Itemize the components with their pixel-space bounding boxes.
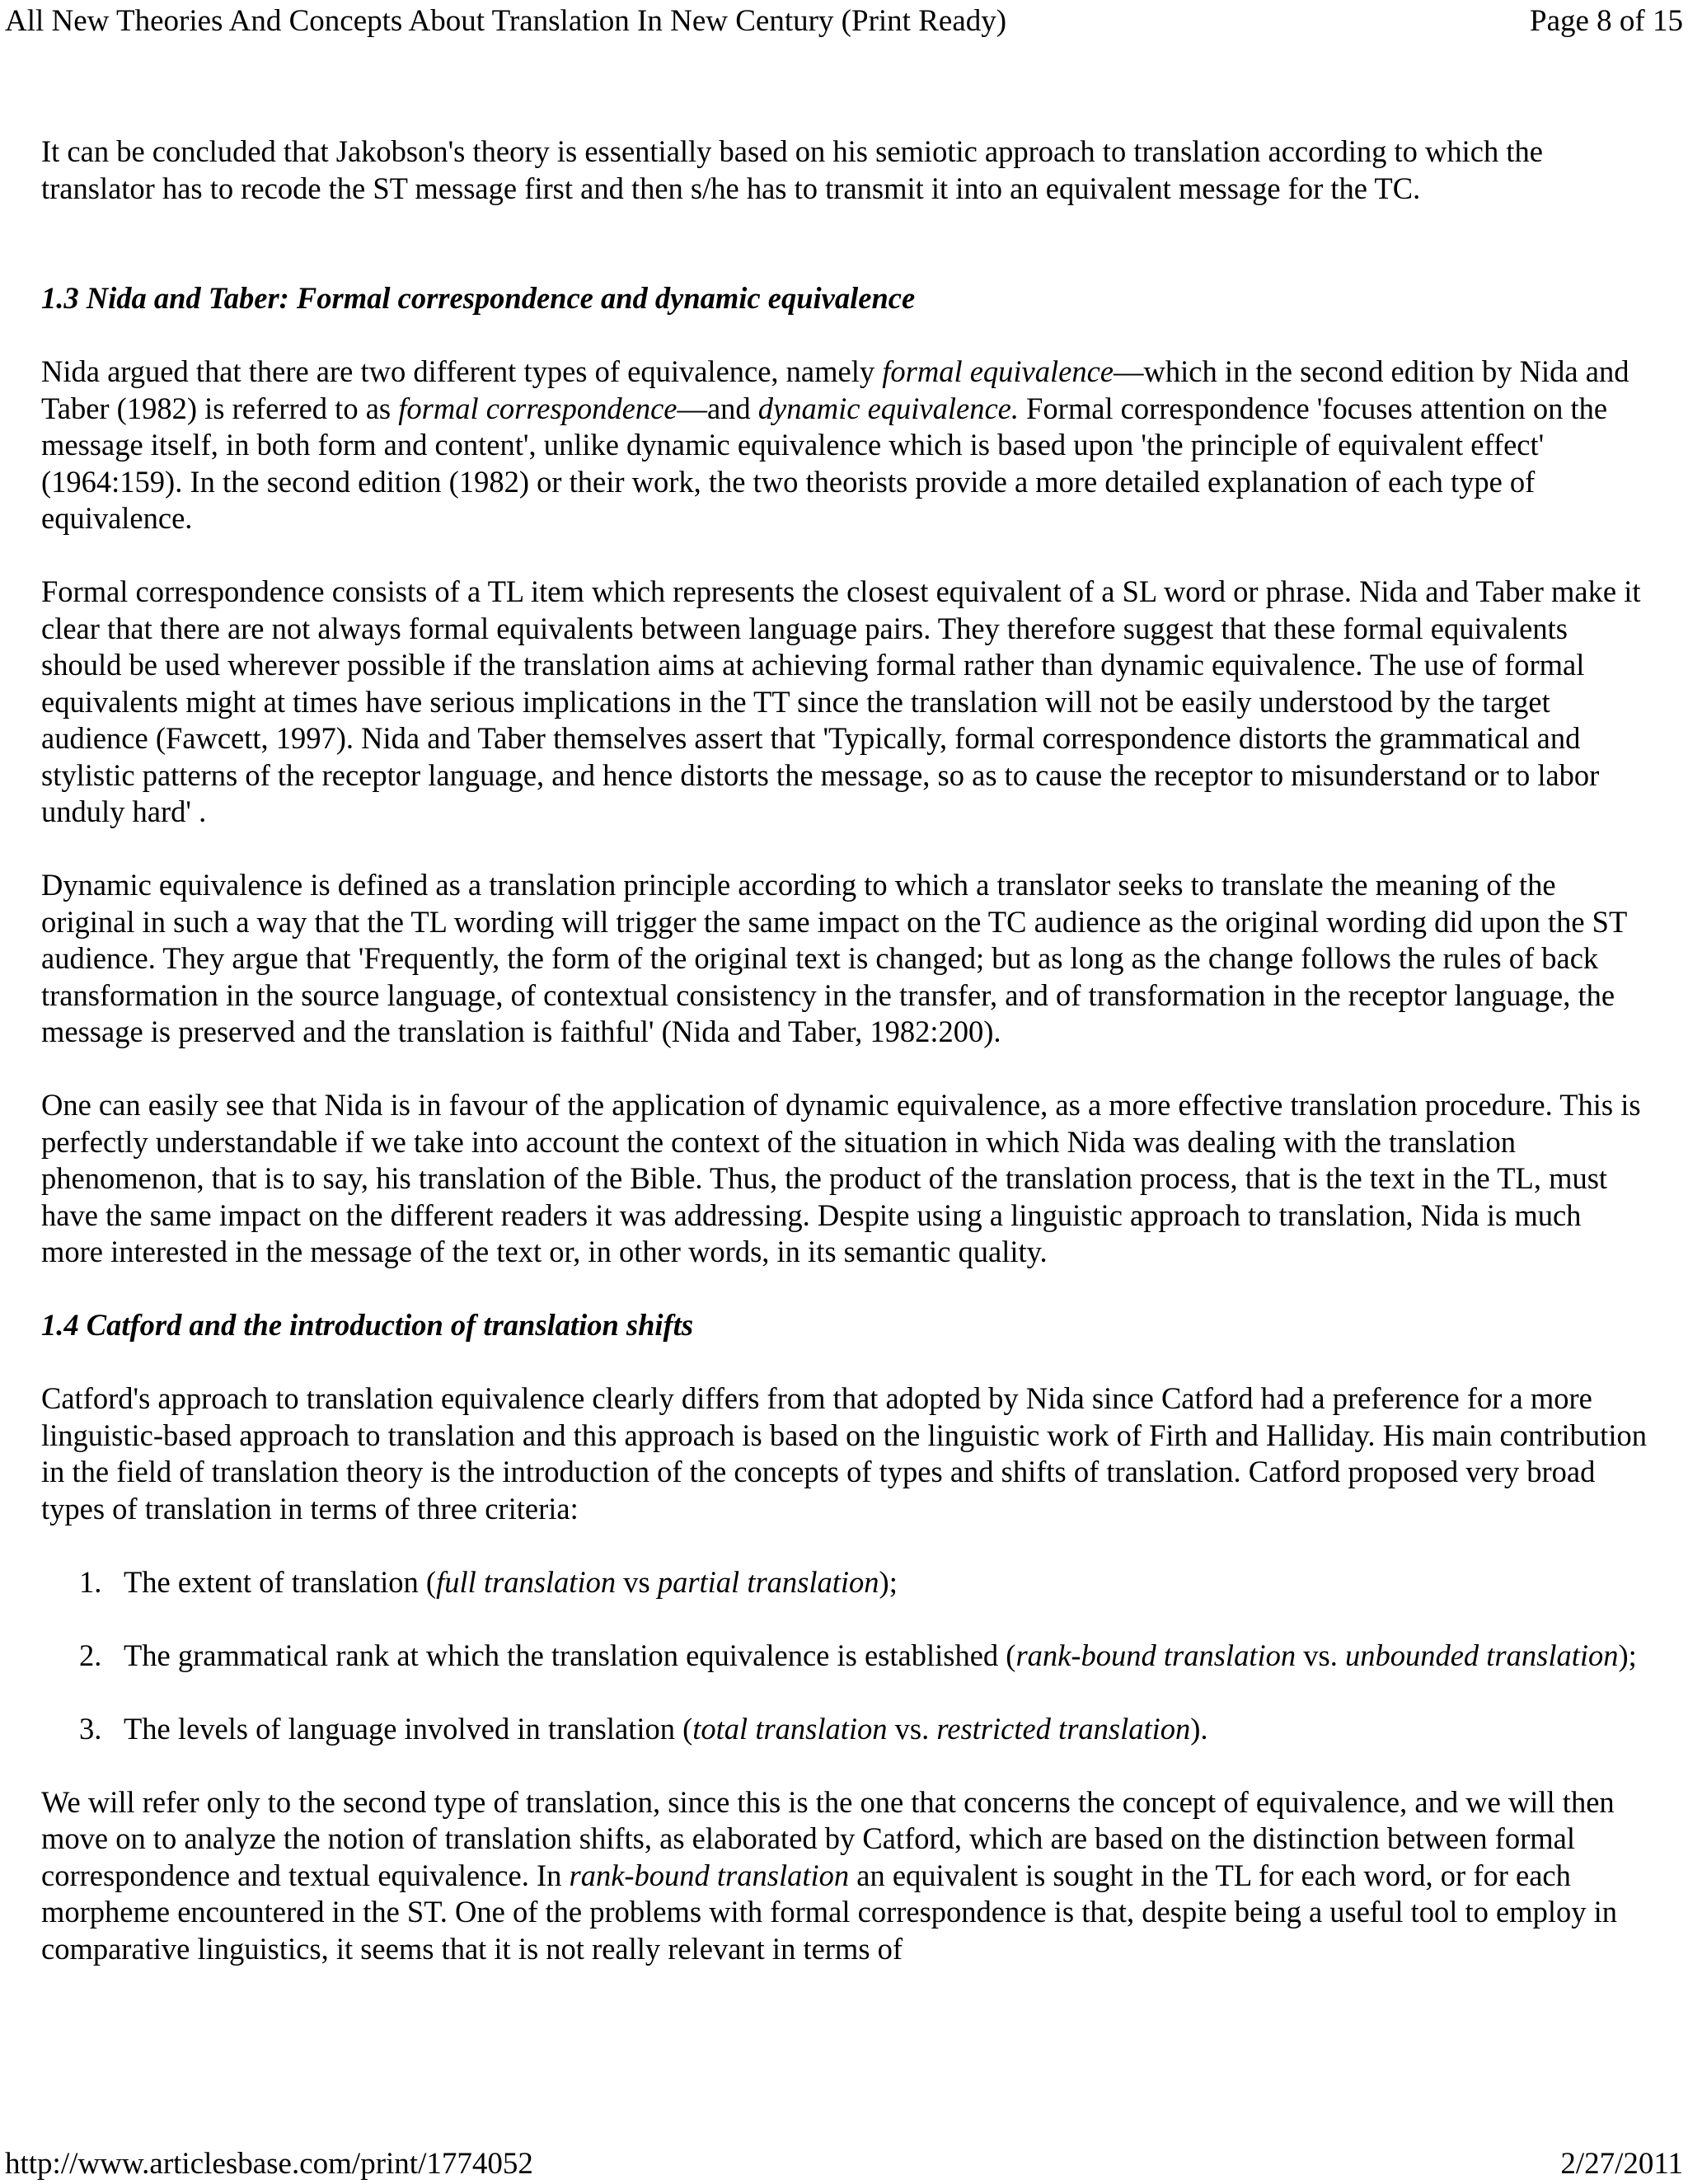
list-number: 3. [79,1711,102,1746]
list-item [79,1638,1648,1675]
text-span: ); [1618,1638,1637,1672]
section-heading-1-4: 1.4 Catford and the introduction of translation shifts [41,1308,694,1342]
text-span: —which in the second edition by Nida and Taber (1982) is referred to as [41,354,1629,425]
text-span: vs. [1296,1638,1345,1672]
list-number: 1. [79,1564,102,1599]
paragraph-nida-favour: One can easily see that Nida is in favour of the application of dynamic equivalence, as a more effective translation procedure. This is perfectly understandable if we take into account the context of the situation in which Nida was dealing with the translation phenomenon, that is to say, his translation of the Bible. Thus, the product of the translation process, that is the text in the TL, must have the same impact on the different readers it was addressing. Despite using a linguistic approach to translation, Nida is much more interested in the message of the text or, in other words, in its semantic quality. [41,1088,1641,1268]
paragraph-formal-correspondence: Formal correspondence consists of a TL item which represents the closest equivalent of a SL word or phrase. Nida and Taber make it clear that there are not always formal equivalents between language pairs. They therefore suggest that these formal equivalents should be used wherever possible if the translation aims at achieving formal rather than dynamic equivalence. The use of formal equivalents might at times have serious implications in the TT since the translation will not be easily understood by the target audience (Fawcett, 1997). Nida and Taber themselves assert that 'Typically, formal correspondence distorts the grammatical and stylistic patterns of the receptor language, and hence distorts the message, so as to cause the receptor to misunderstand or to labor unduly hard' . [41,574,1641,828]
italic-term: rank-bound translation [1015,1638,1296,1672]
italic-term: dynamic equivalence. [757,391,1019,425]
list-item [79,1711,1648,1748]
text-span: Formal correspondence 'focuses attention on the message itself, in both form and content', unlike dynamic equivalence which is based upon 'the principle of equivalent effect' (1964:159). In the second edition (1982) or their work, the two theorists provide a more detailed explanation of each type of equivalence. [41,391,1608,535]
paragraph-intro: It can be concluded that Jakobson's theory is essentially based on his semiotic approach to translation according to which the translator has to recode the ST message first and then s/he has to transmit it into an equivalent message for the TC. [41,134,1543,205]
list-number: 2. [79,1638,102,1672]
italic-term: full translation [436,1564,617,1599]
italic-term: rank-bound translation [569,1858,850,1892]
italic-term: restricted translation [936,1711,1191,1746]
paragraph-nida-equivalence [41,354,1648,537]
italic-term: formal equivalence [882,354,1114,388]
text-span: ). [1190,1711,1208,1746]
text-span: Nida argued that there are two different types of equivalence, namely [41,354,883,388]
text-span: an equivalent is sought in the TL for each word, or for each morpheme encountered in the ST. One of the problems with formal correspondence is that, despite being a useful tool to employ in comparative linguistics, it seems that it is not really relevant in terms of [41,1858,1618,1966]
paragraph-rank-bound [41,1784,1648,1968]
italic-term: partial translation [657,1564,879,1599]
page-number: Page 8 of 15 [1530,4,1683,38]
print-footer [5,2146,1683,2184]
paragraph-catford-approach: Catford's approach to translation equivalence clearly differs from that adopted by Nida since Catford had a preference for a more linguistic-based approach to translation and this approach is based on the linguistic work of Firth and Halliday. His main contribution in the field of translation theory is the introduction of the concepts of types and shifts of translation. Catford proposed very broad types of translation in terms of three criteria: [41,1381,1647,1526]
text-span: vs. [887,1711,937,1746]
text-span: We will refer only to the second type of translation, since this is the one that concerns the concept of equivalence, and we will then move on to analyze the notion of translation shifts, as elaborated by Catford, which are based on the distinction between formal correspondence and textual equivalence. In [41,1784,1615,1892]
text-span: vs [616,1564,658,1599]
section-heading-1-3: 1.3 Nida and Taber: Formal correspondence and dynamic equivalence [41,281,916,315]
list-item [79,1564,1648,1601]
italic-term: total translation [692,1711,888,1746]
criteria-list [41,1564,1648,1748]
italic-term: formal correspondence [398,391,678,425]
spacer [41,244,1648,281]
source-url[interactable]: http://www.articlesbase.com/print/1774052 [5,2147,533,2181]
print-date: 2/27/2011 [1560,2147,1683,2181]
text-span: ); [879,1564,898,1599]
document-title: All New Theories And Concepts About Translation In New Century (Print Ready) [5,4,1007,38]
text-span: The levels of language involved in translation ( [124,1711,693,1746]
text-span: The extent of translation ( [124,1564,437,1599]
italic-term: unbounded translation [1344,1638,1619,1672]
print-header [5,3,1683,43]
text-span: The grammatical rank at which the translation equivalence is established ( [124,1638,1016,1672]
article-body [41,134,1648,1967]
text-span: —and [677,391,758,425]
paragraph-dynamic-equivalence: Dynamic equivalence is defined as a translation principle according to which a translator seeks to translate the meaning of the original in such a way that the TL wording will trigger the same impact on the TC audience as the original wording did upon the ST audience. They argue that 'Frequently, the form of the original text is changed; but as long as the change follows the rules of back transformation in the source language, of contextual consistency in the transfer, and of transformation in the receptor language, the message is preserved and the translation is faithful' (Nida and Taber, 1982:200). [41,868,1627,1048]
